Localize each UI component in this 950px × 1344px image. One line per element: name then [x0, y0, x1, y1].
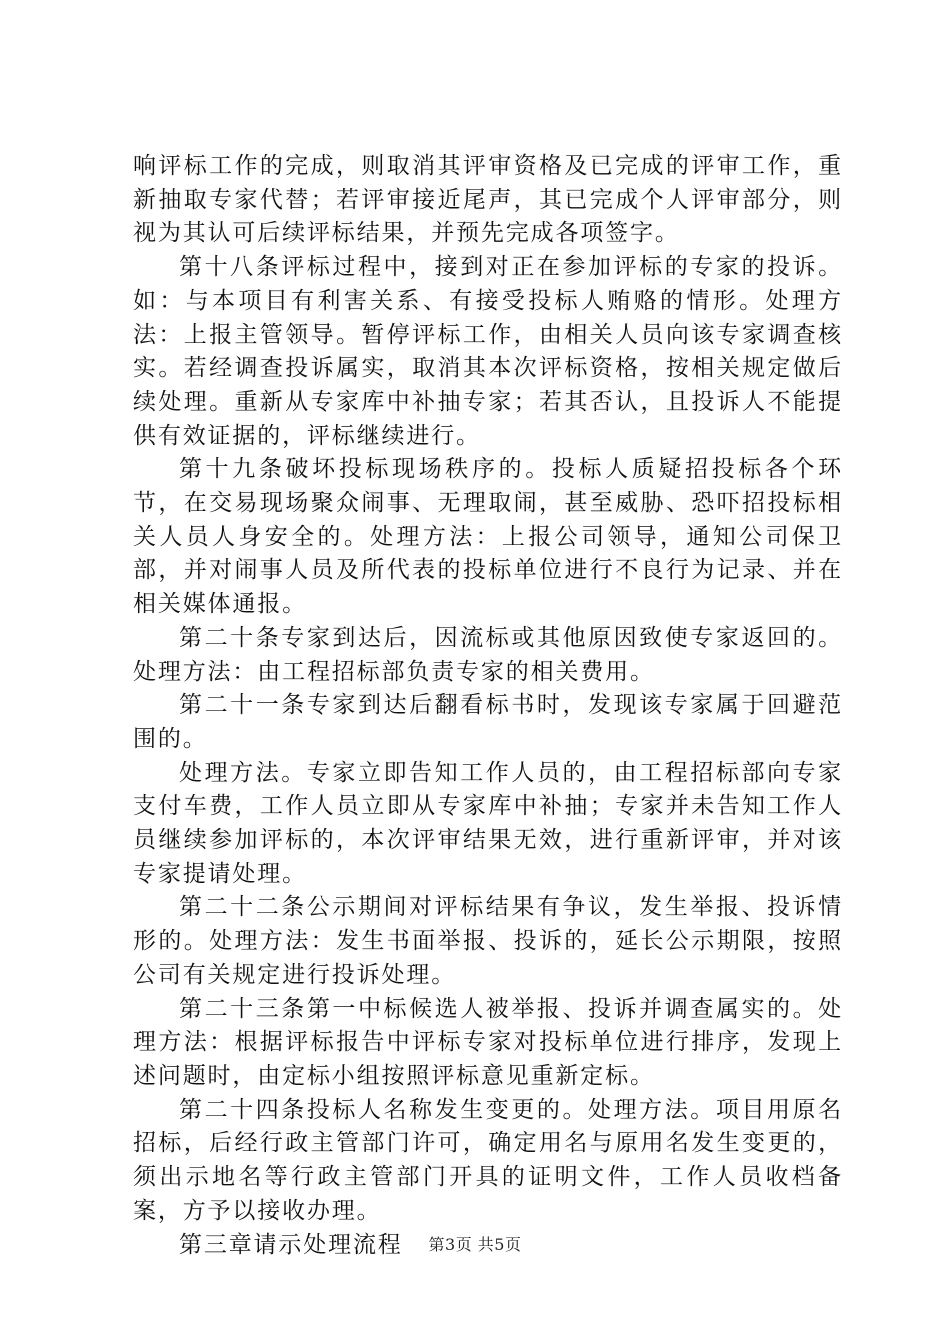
paragraph-article-19: 第十九条破坏投标现场秩序的。投标人质疑招投标各个环节，在交易现场聚众闹事、无理取闹，甚至威胁、恐吓招投标相关人员人身安全的。处理方法：上报公司领导，通知公司保卫部，并对闹事人员及所代表的投标单位进行不良行为记录、并在相关媒体通报。: [133, 456, 843, 618]
paragraph-article-24: 第二十四条投标人名称发生变更的。处理方法。项目用原名招标，后经行政主管部门许可，确定用名与原用名发生变更的，须出示地名等行政主管部门开具的证明文件，工作人员收档备案，方予以接收办理。: [133, 1096, 843, 1224]
paragraph-article-20: 第二十条专家到达后，因流标或其他原因致使专家返回的。处理方法：由工程招标部负责专家的相关费用。: [133, 624, 843, 685]
paragraph-article-23: 第二十三条第一中标候选人被举报、投诉并调查属实的。处理方法：根据评标报告中评标专家对投标单位进行排序，发现上述问题时，由定标小组按照评标意见重新定标。: [133, 995, 843, 1089]
paragraph-article-22: 第二十二条公示期间对评标结果有争议，发生举报、投诉情形的。处理方法：发生书面举报、投诉的，延长公示期限，按照公司有关规定进行投诉处理。: [133, 894, 843, 988]
paragraph-article-21: 第二十一条专家到达后翻看标书时，发现该专家属于回避范围的。: [133, 692, 843, 752]
paragraph-article-18: 第十八条评标过程中，接到对正在参加评标的专家的投诉。如：与本项目有利害关系、有接受投标人贿赂的情形。处理方法：上报主管领导。暂停评标工作，由相关人员向该专家调查核实。若经调查投诉属实，取消其本次评标资格，按相关规定做后续处理。重新从专家库中补抽专家；若其否认，且投诉人不能提供有效证据的，评标继续进行。: [133, 254, 843, 449]
paragraph-continuation: 响评标工作的完成，则取消其评审资格及已完成的评审工作，重新抽取专家代替；若评审接近尾声，其已完成个人评审部分，则视为其认可后续评标结果，并预先完成各项签字。: [133, 153, 843, 247]
document-body: [133, 150, 843, 1262]
chapter-heading: 第三章请示处理流程: [179, 1231, 403, 1258]
page-footer: 第3页 共5页: [428, 1235, 522, 1254]
paragraph-article-21-handling: 处理方法。专家立即告知工作人员的，由工程招标部向专家支付车费，工作人员立即从专家库中补抽；专家并未告知工作人员继续参加评标的，本次评审结果无效，进行重新评审，并对该专家提请处理。: [133, 759, 843, 887]
